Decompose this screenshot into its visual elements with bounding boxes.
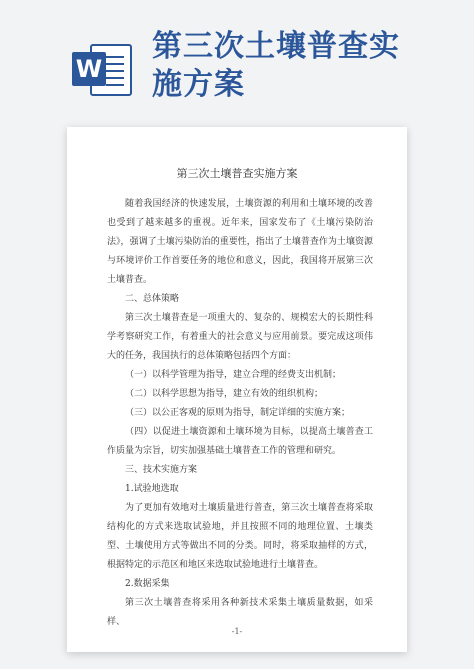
list-item-2: （二）以科学思想为指导，建立有效的组织机构； bbox=[125, 389, 324, 399]
heading-site-selection: 1.试验地选取 bbox=[125, 484, 179, 494]
banner-title-line-2: 施方案 bbox=[152, 67, 245, 102]
paragraph-intro: 随着我国经济的快速发展，土壤资源的利用和土壤环境的改善也受到了越来越多的重视。近年来，国家发布了《土壤污染防治法》，强调了土壤污染防治的重要性，指出了土壤普查作为土壤资源与环境评价工作首要任务的地位和意义，因此，我国将开展第三次土壤普查。 bbox=[107, 199, 373, 285]
list-item-3: （三）以公正客观的原则为指导，制定详细的实施方案； bbox=[125, 408, 351, 418]
document-body bbox=[107, 195, 373, 632]
heading-data-collection: 2.数据采集 bbox=[125, 579, 170, 589]
page-number: -1- bbox=[231, 627, 243, 636]
list-item-4: （四）以促进土壤资源和土壤环境为目标，以提高土壤普查工作质量为宗旨，切实加强基础土壤普查工作的管理和研究。 bbox=[107, 427, 373, 456]
banner-title bbox=[152, 28, 452, 104]
paragraph-strategy: 第三次土壤普查是一项重大的、复杂的、规模宏大的长期性科学考察研究工作，有着重大的社会意义与应用前景。要完成这项伟大的任务，我国执行的总体策略包括四个方面： bbox=[107, 313, 373, 361]
word-document-icon bbox=[72, 38, 132, 98]
paragraph-site-selection: 为了更加有效地对土壤质量进行普查，第三次土壤普查将采取结构化的方式来选取试验地，并且按照不同的地理位置、土壤类型、土壤使用方式等做出不同的分类。同时，将采取抽样的方式，根据特定的示范区和地区来选取试验地进行土壤普查。 bbox=[107, 503, 373, 570]
heading-technical-plan: 三、技术实施方案 bbox=[125, 465, 198, 475]
banner-title-line-1: 第三次土壤普查实 bbox=[152, 29, 400, 64]
document-page bbox=[67, 127, 407, 652]
word-logo-letter: W bbox=[72, 52, 106, 86]
list-item-1: （一）以科学管理为指导，建立合理的经费支出机制； bbox=[125, 370, 342, 380]
heading-overall-strategy: 二、总体策略 bbox=[125, 294, 180, 304]
document-title: 第三次土壤普查实施方案 bbox=[176, 167, 298, 180]
paragraph-data-collection: 第三次土壤普查将采用各种新技术采集土壤质量数据，如采样、 bbox=[107, 598, 373, 627]
banner bbox=[0, 0, 474, 120]
